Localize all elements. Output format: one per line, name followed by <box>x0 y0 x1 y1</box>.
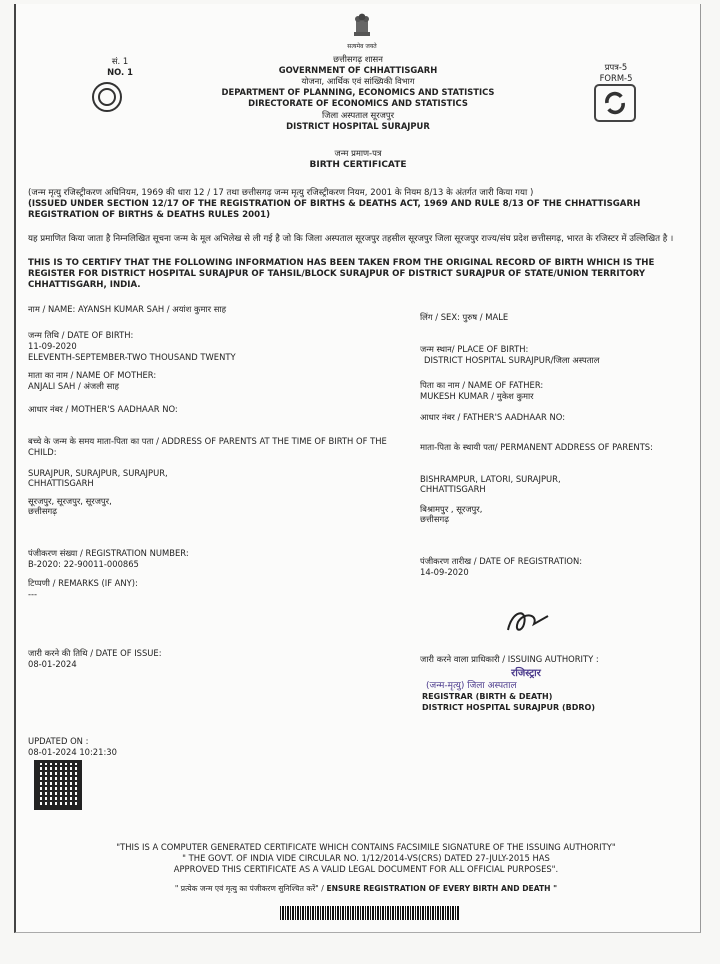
state-name-en: GOVERNMENT OF CHHATTISGARH <box>278 65 438 75</box>
issue-date-value: 08-01-2024 <box>28 659 77 669</box>
address-at-birth-label: बच्चे के जन्म के समय माता-पिता का पता / ADDRESS OF PARENTS AT THE TIME OF BIRTH OF THE CHILD: <box>28 436 387 457</box>
dob-label: जन्म तिथि / DATE OF BIRTH: <box>28 330 134 340</box>
registration-number-label: पंजीकरण संख्या / REGISTRATION NUMBER: <box>28 548 189 558</box>
address-at-birth-hi-2: छत्तीसगढ़ <box>28 506 57 516</box>
birth-certificate <box>14 4 701 933</box>
act-text-hi: (जन्म मृत्यु रजिस्ट्रीकरण अधिनियम, 1969 की धारा 12 / 17 तथा छत्तीसगढ़ जन्म मृत्यु रजिस्ट्रीकरण नियम, 2001 के नियम 8/13 के अंतर्गत जारी किया गया ) <box>28 188 534 198</box>
mother-name-label: माता का नाम / NAME OF MOTHER: <box>28 370 157 380</box>
title-hi: जन्म प्रमाण-पत्र <box>334 148 382 158</box>
pob-label: जन्म स्थान/ PLACE OF BIRTH: <box>420 344 529 354</box>
government-seal-icon <box>92 82 122 112</box>
form-label-hi: प्रपत्र-5 <box>604 62 628 72</box>
registration-date-value: 14-09-2020 <box>420 567 469 577</box>
hospital-en: DISTRICT HOSPITAL SURAJPUR <box>286 121 430 131</box>
national-emblem-icon <box>348 10 376 42</box>
signature-icon <box>498 602 558 642</box>
footer-line-1: "THIS IS A COMPUTER GENERATED CERTIFICATE WHICH CONTAINS FACSIMILE SIGNATURE OF THE ISSUING AUTHORITY" <box>116 842 616 852</box>
permanent-address-hi-2: छत्तीसगढ़ <box>420 514 449 524</box>
dob-words: ELEVENTH-SEPTEMBER-TWO THOUSAND TWENTY <box>28 352 236 362</box>
title-en: BIRTH CERTIFICATE <box>309 160 407 170</box>
permanent-address-en-1: BISHRAMPUR, LATORI, SURAJPUR, <box>420 474 561 484</box>
permanent-address-hi-1: बिश्रामपुर , सूरजपुर, <box>420 504 483 514</box>
registration-date-label: पंजीकरण तारीख / DATE OF REGISTRATION: <box>420 556 583 566</box>
no-label-hi: सं. 1 <box>111 56 129 66</box>
permanent-address-label: माता-पिता के स्थायी पता/ PERMANENT ADDRESS OF PARENTS: <box>420 442 653 452</box>
pob-value: DISTRICT HOSPITAL SURAJPUR/जिला अस्पताल <box>424 355 600 365</box>
department-hi: योजना, आर्थिक एवं सांख्यिकी विभाग <box>301 76 415 86</box>
slogan-en: ENSURE REGISTRATION OF EVERY BIRTH AND DEATH " <box>326 884 558 893</box>
father-name-value: MUKESH KUMAR / मुकेश कुमार <box>420 391 534 401</box>
registrar-office: DISTRICT HOSPITAL SURAJPUR (BDRO) <box>422 703 595 712</box>
registrar-title: REGISTRAR (BIRTH & DEATH) <box>422 692 553 701</box>
registration-number-value: B-2020: 22-90011-000865 <box>28 559 139 569</box>
certify-text-en: THIS IS TO CERTIFY THAT THE FOLLOWING INFORMATION HAS BEEN TAKEN FROM THE ORIGINAL RECORD OF BIRTH WHICH IS THE REGISTER FOR DISTRICT HOSPITAL SURAJPUR OF TAHSIL/BLOCK SURAJPUR OF DISTRICT SURAJPUR OF STATE/UNION TERRITORY CHHATTISGARH, INDIA. <box>28 258 655 290</box>
footer-slogan <box>56 884 676 895</box>
department-en: DEPARTMENT OF PLANNING, ECONOMICS AND STATISTICS <box>221 87 495 97</box>
crs-logo-icon <box>594 84 636 122</box>
issuing-authority-label: जारी करने वाला प्राधिकारी / ISSUING AUTHORITY : <box>420 654 599 664</box>
barcode-icon <box>280 906 460 920</box>
updated-on-value: 08-01-2024 10:21:30 <box>28 747 117 757</box>
footer-line-3: APPROVED THIS CERTIFICATE AS A VALID LEGAL DOCUMENT FOR ALL OFFICIAL PURPOSES". <box>173 864 559 874</box>
child-name: नाम / NAME: AYANSH KUMAR SAH / अयांश कुमार साह <box>28 304 227 314</box>
stamp-line-1: रजिस्ट्रार <box>511 668 541 679</box>
updated-on-label: UPDATED ON : <box>28 736 89 746</box>
stamp-line-2: (जन्म-मृत्यु) जिला अस्पताल <box>426 681 517 691</box>
address-at-birth-en-1: SURAJPUR, SURAJPUR, SURAJPUR, <box>28 468 168 478</box>
father-aadhaar-label: आधार नंबर / FATHER'S AADHAAR NO: <box>420 412 566 422</box>
no-label-en: NO. 1 <box>107 67 133 77</box>
qr-code-icon <box>34 760 82 810</box>
address-at-birth-en-2: CHHATTISGARH <box>28 478 94 488</box>
slogan-hi: " प्रत्येक जन्म एवं मृत्यु का पंजीकरण सुनिश्चित करें" / <box>174 884 324 893</box>
mother-aadhaar-label: आधार नंबर / MOTHER'S AADHAAR NO: <box>28 404 178 414</box>
registrar-stamp <box>426 668 626 692</box>
directorate: DIRECTORATE OF ECONOMICS AND STATISTICS <box>248 98 468 108</box>
dob-value: 11-09-2020 <box>28 341 77 351</box>
act-text-en: (ISSUED UNDER SECTION 12/17 OF THE REGISTRATION OF BIRTHS & DEATHS ACT, 1969 AND RULE 8/13 OF THE CHHATTISGARH REGISTRATION OF BIRTHS & DEATHS RULES 2001) <box>28 199 641 220</box>
permanent-address-en-2: CHHATTISGARH <box>420 484 486 494</box>
mother-name-value: ANJALI SAH / अंजली साह <box>28 381 119 391</box>
father-name-label: पिता का नाम / NAME OF FATHER: <box>420 380 544 390</box>
emblem-caption: सत्यमेव जयते <box>347 43 377 50</box>
form-label-en: FORM-5 <box>599 73 633 83</box>
footer-line-2: " THE GOVT. OF INDIA VIDE CIRCULAR NO. 1/12/2014-VS(CRS) DATED 27-JULY-2015 HAS <box>182 853 550 863</box>
hospital-hi: जिला अस्पताल सूरजपुर <box>321 110 395 120</box>
certify-text-hi: यह प्रमाणित किया जाता है निम्नलिखित सूचना जन्म के मूल अभिलेख से ली गई है जो कि जिला अस्पताल सूरजपुर तहसील सूरजपुर जिला सूरजपुर राज्य/संघ प्रदेश छत्तीसगढ़, भारत के रजिस्टर में उल्लिखित है । <box>28 234 674 244</box>
issue-date-label: जारी करने की तिथि / DATE OF ISSUE: <box>28 648 162 658</box>
remarks-label: टिप्पणी / REMARKS (IF ANY): <box>28 578 138 588</box>
sex-field: लिंग / SEX: पुरुष / MALE <box>420 312 509 322</box>
remarks-value: --- <box>28 589 38 599</box>
state-name-hi: छत्तीसगढ़ शासन <box>333 54 383 64</box>
address-at-birth-hi-1: सूरजपुर, सूरजपुर, सूरजपुर, <box>28 496 112 506</box>
